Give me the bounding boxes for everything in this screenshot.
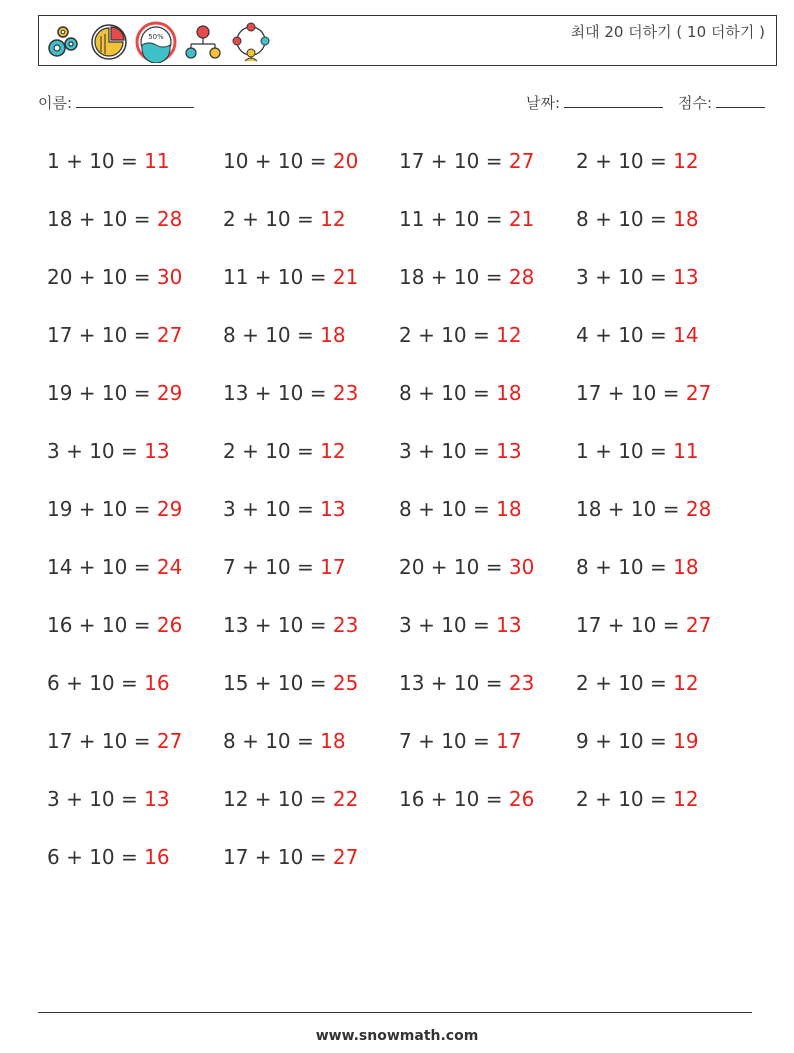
problem-question: 2 + 10 = [576,671,674,695]
problem-question: 14 + 10 = [47,555,157,579]
problem-answer: 27 [156,729,183,753]
date-blank[interactable] [564,106,663,108]
problem-answer: 18 [496,381,522,405]
problem-answer: 25 [332,671,359,695]
problem-answer: 26 [508,787,535,811]
problem-question: 18 + 10 = [399,265,509,289]
problem-question: 20 + 10 = [399,555,509,579]
problem-question: 2 + 10 = [223,439,321,463]
problem-answer: 12 [496,323,522,347]
problem-question: 2 + 10 = [399,323,497,347]
problem-question: 7 + 10 = [399,729,497,753]
problem-answer: 20 [332,149,359,173]
problem-answer: 13 [144,439,170,463]
problem-question: 3 + 10 = [399,613,497,637]
name-field[interactable] [38,92,194,113]
percent-gauge-icon [135,21,177,63]
problem-question: 2 + 10 = [223,207,321,231]
problem-item [47,722,182,760]
problem-answer: 14 [673,323,699,347]
problem-question: 15 + 10 = [223,671,333,695]
problem-item [223,258,358,296]
problem-question: 8 + 10 = [399,381,497,405]
problem-answer: 16 [144,845,170,869]
problem-question: 6 + 10 = [47,845,145,869]
problem-item [576,200,699,238]
problem-answer: 12 [320,207,346,231]
problem-item [399,432,522,470]
score-blank[interactable] [716,106,765,108]
problem-answer: 16 [144,671,170,695]
problem-question: 13 + 10 = [223,613,333,637]
problem-item [47,258,182,296]
problem-question: 4 + 10 = [576,323,674,347]
problem-item [47,432,170,470]
problem-item [47,142,170,180]
problem-item [223,548,346,586]
problem-item [399,780,534,818]
problem-question: 6 + 10 = [47,671,145,695]
problem-item [223,374,358,412]
problem-item [399,606,522,644]
problem-item [47,606,182,644]
problem-item [576,374,711,412]
problem-question: 8 + 10 = [576,207,674,231]
problem-answer: 30 [156,265,183,289]
problem-answer: 19 [673,729,699,753]
problem-answer: 28 [508,265,535,289]
problem-question: 9 + 10 = [576,729,674,753]
problem-item [399,258,534,296]
problem-item [47,838,170,876]
problem-question: 13 + 10 = [223,381,333,405]
problem-question: 12 + 10 = [223,787,333,811]
problem-question: 1 + 10 = [47,149,145,173]
problem-answer: 27 [156,323,183,347]
problem-item [576,490,711,528]
problem-answer: 18 [320,729,346,753]
problem-answer: 29 [156,497,183,521]
problem-question: 3 + 10 = [223,497,321,521]
problem-item [576,780,699,818]
problem-answer: 17 [496,729,522,753]
problem-question: 17 + 10 = [47,323,157,347]
problem-answer: 18 [673,207,699,231]
name-blank[interactable] [76,106,194,108]
problem-item [47,548,182,586]
problem-question: 8 + 10 = [223,729,321,753]
problem-answer: 13 [496,439,522,463]
problem-answer: 29 [156,381,183,405]
problem-item [399,664,534,702]
gears-icon [43,22,83,62]
problem-item [223,606,358,644]
footer-divider [38,1012,752,1013]
problem-question: 13 + 10 = [399,671,509,695]
problem-item [223,200,346,238]
problem-item [399,142,534,180]
problem-answer: 28 [156,207,183,231]
problem-answer: 27 [508,149,535,173]
problem-answer: 17 [320,555,346,579]
problem-question: 8 + 10 = [223,323,321,347]
problem-answer: 30 [508,555,535,579]
problem-answer: 21 [508,207,535,231]
problem-answer: 22 [332,787,359,811]
date-field[interactable] [526,92,663,113]
problem-question: 16 + 10 = [399,787,509,811]
problem-question: 17 + 10 = [576,613,686,637]
problem-item [47,490,182,528]
problem-answer: 11 [144,149,170,173]
problem-question: 8 + 10 = [399,497,497,521]
worksheet-header [38,15,777,66]
problem-question: 18 + 10 = [47,207,157,231]
problem-question: 20 + 10 = [47,265,157,289]
problem-question: 17 + 10 = [223,845,333,869]
problem-answer: 12 [673,787,699,811]
problem-answer: 13 [673,265,699,289]
problem-answer: 12 [320,439,346,463]
problem-answer: 26 [156,613,183,637]
problem-answer: 23 [508,671,535,695]
problem-item [47,374,182,412]
problem-answer: 18 [673,555,699,579]
problem-item [223,142,358,180]
problem-answer: 27 [685,613,712,637]
problem-question: 11 + 10 = [223,265,333,289]
problem-item [399,316,522,354]
problem-answer: 18 [320,323,346,347]
problem-question: 18 + 10 = [576,497,686,521]
problem-answer: 27 [685,381,712,405]
problem-item [223,432,346,470]
problem-item [223,722,346,760]
problem-question: 3 + 10 = [399,439,497,463]
problem-item [47,200,182,238]
header-icons [43,21,273,63]
problem-answer: 23 [332,613,359,637]
team-cycle-icon [229,21,273,63]
problem-question: 17 + 10 = [399,149,509,173]
problem-item [223,838,358,876]
problem-answer: 13 [496,613,522,637]
hierarchy-icon [183,22,223,62]
problem-item [223,490,346,528]
svg-text:50%: 50% [148,33,164,41]
problem-question: 19 + 10 = [47,497,157,521]
problem-question: 8 + 10 = [576,555,674,579]
problem-answer: 21 [332,265,359,289]
problem-item [576,432,699,470]
problem-item [576,722,699,760]
problem-question: 3 + 10 = [47,787,145,811]
problem-item [399,490,522,528]
problem-question: 1 + 10 = [576,439,674,463]
problem-item [223,316,346,354]
problem-question: 17 + 10 = [47,729,157,753]
problem-item [223,664,358,702]
problem-item [399,548,534,586]
problem-answer: 23 [332,381,359,405]
problem-question: 11 + 10 = [399,207,509,231]
problem-item [576,258,699,296]
problem-item [576,606,711,644]
problem-item [47,780,170,818]
worksheet-title: 최대 20 더하기 ( 10 더하기 ) [570,23,765,41]
problem-answer: 24 [156,555,183,579]
problem-answer: 12 [673,671,699,695]
problem-question: 2 + 10 = [576,787,674,811]
problem-answer: 13 [144,787,170,811]
problem-item [47,664,170,702]
problem-item [399,200,534,238]
date-label: 날짜: [526,94,561,112]
problem-answer: 18 [496,497,522,521]
problem-item [576,664,699,702]
problem-question: 3 + 10 = [576,265,674,289]
problem-answer: 13 [320,497,346,521]
problem-question: 7 + 10 = [223,555,321,579]
name-label: 이름: [38,94,73,112]
score-label: 점수: [678,94,713,112]
problem-question: 19 + 10 = [47,381,157,405]
problem-item [399,722,522,760]
problem-item [576,142,699,180]
problem-question: 16 + 10 = [47,613,157,637]
problem-question: 3 + 10 = [47,439,145,463]
pie-chart-icon [89,22,129,62]
problem-answer: 27 [332,845,359,869]
problem-question: 17 + 10 = [576,381,686,405]
problem-item [576,316,699,354]
footer-url: www.snowmath.com [315,1028,479,1044]
problem-answer: 12 [673,149,699,173]
score-field[interactable] [678,92,765,113]
problem-answer: 11 [673,439,699,463]
problem-item [399,374,522,412]
problem-item [47,316,182,354]
problem-answer: 28 [685,497,712,521]
problem-item [576,548,699,586]
problem-item [223,780,358,818]
problem-question: 2 + 10 = [576,149,674,173]
problem-question: 10 + 10 = [223,149,333,173]
